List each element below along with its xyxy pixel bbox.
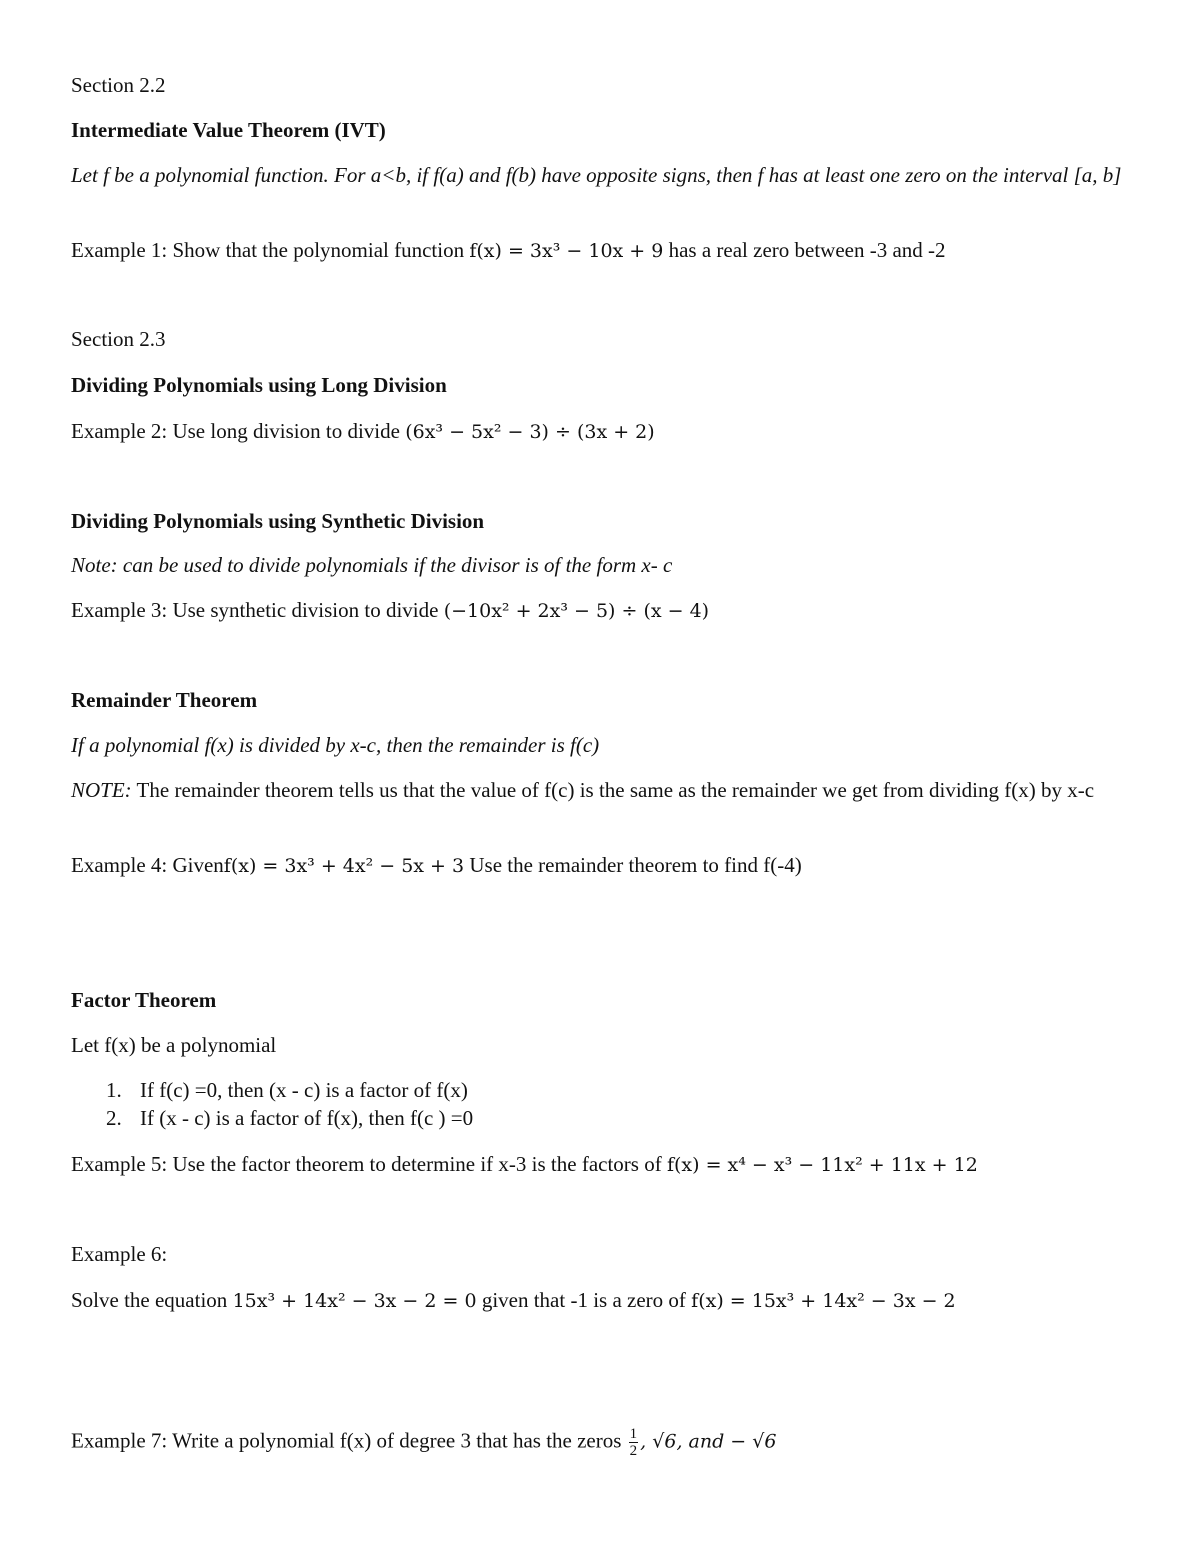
example-3 [71,596,1130,625]
fraction-one-half [629,1426,639,1459]
remainder-note-label: NOTE: [71,778,132,802]
ivt-statement: Let f be a polynomial function. For a<b, if f(a) and f(b) have opposite signs, then f has at least one zero on the interval [a, b] [71,163,1122,187]
fraction-denominator: 2 [629,1443,638,1459]
example-3-text: Example 3: Use synthetic division to divide [71,598,444,622]
example-3-math: (−10x² + 2x³ − 5) ÷ (x − 4) [443,600,710,622]
factor-theorem-intro: Let f(x) be a polynomial [71,1033,277,1057]
factor-list-item [106,1076,468,1104]
remainder-theorem-title: Remainder Theorem [71,688,258,712]
synthetic-division-title: Dividing Polynomials using Synthetic Division [71,509,485,533]
example-1 [71,236,1130,265]
list-text: If f(c) =0, then (x - c) is a factor of f(x) [140,1078,468,1102]
example-4-math: f(x) = 3x³ + 4x² − 5x + 3 [223,855,465,877]
long-division-title: Dividing Polynomials using Long Division [71,373,447,397]
factor-list-item [106,1104,473,1132]
list-number: 1. [106,1078,122,1102]
example-6-label: Example 6: [71,1242,168,1266]
fraction-numerator: 1 [629,1426,638,1442]
section-2-3-header: Section 2.3 [71,327,166,351]
remainder-theorem-statement: If a polynomial f(x) is divided by x-c, then the remainder is f(c) [71,733,600,757]
example-4 [71,851,1130,880]
example-6-equation: 15x³ + 14x² − 3x − 2 = 0 [232,1290,477,1312]
remainder-note-text: The remainder theorem tells us that the value of f(c) is the same as the remainder we get from dividing f(x) by x-c [131,778,1095,802]
list-text: If (x - c) is a factor of f(x), then f(c ) =0 [140,1106,474,1130]
example-4-text-end: Use the remainder theorem to find f(-4) [464,853,802,877]
example-5-text: Example 5: Use the factor theorem to determine if x-3 is the factors of [71,1152,667,1176]
ivt-title: Intermediate Value Theorem (IVT) [71,118,386,142]
example-6-function: f(x) = 15x³ + 14x² − 3x − 2 [691,1290,956,1312]
example-2 [71,417,1130,446]
example-7 [71,1426,1130,1459]
example-1-text: Example 1: Show that the polynomial function [71,238,470,262]
example-4-text: Example 4: Given [71,853,224,877]
example-1-math: f(x) = 3x³ − 10x + 9 [469,240,664,262]
remainder-note [71,776,1130,804]
example-5-math: f(x) = x⁴ − x³ − 11x² + 11x + 12 [666,1154,978,1176]
example-2-math: (6x³ − 5x² − 3) ÷ (3x + 2) [405,421,655,443]
section-2-2-header: Section 2.2 [71,73,166,97]
example-5 [71,1150,1130,1179]
synthetic-division-note: Note: can be used to divide polynomials if the divisor is of the form x- c [71,553,673,577]
example-7-zeros: , √6, and − √6 [640,1430,777,1453]
example-7-text: Example 7: Write a polynomial f(x) of degree 3 that has the zeros [71,1428,627,1453]
example-6-text: Solve the equation [71,1288,233,1312]
list-number: 2. [106,1106,122,1130]
factor-theorem-title: Factor Theorem [71,988,217,1012]
example-1-text-end: has a real zero between -3 and -2 [663,238,946,262]
example-6-text-mid: given that -1 is a zero of [476,1288,692,1312]
example-2-text: Example 2: Use long division to divide [71,419,406,443]
example-6 [71,1286,1130,1315]
